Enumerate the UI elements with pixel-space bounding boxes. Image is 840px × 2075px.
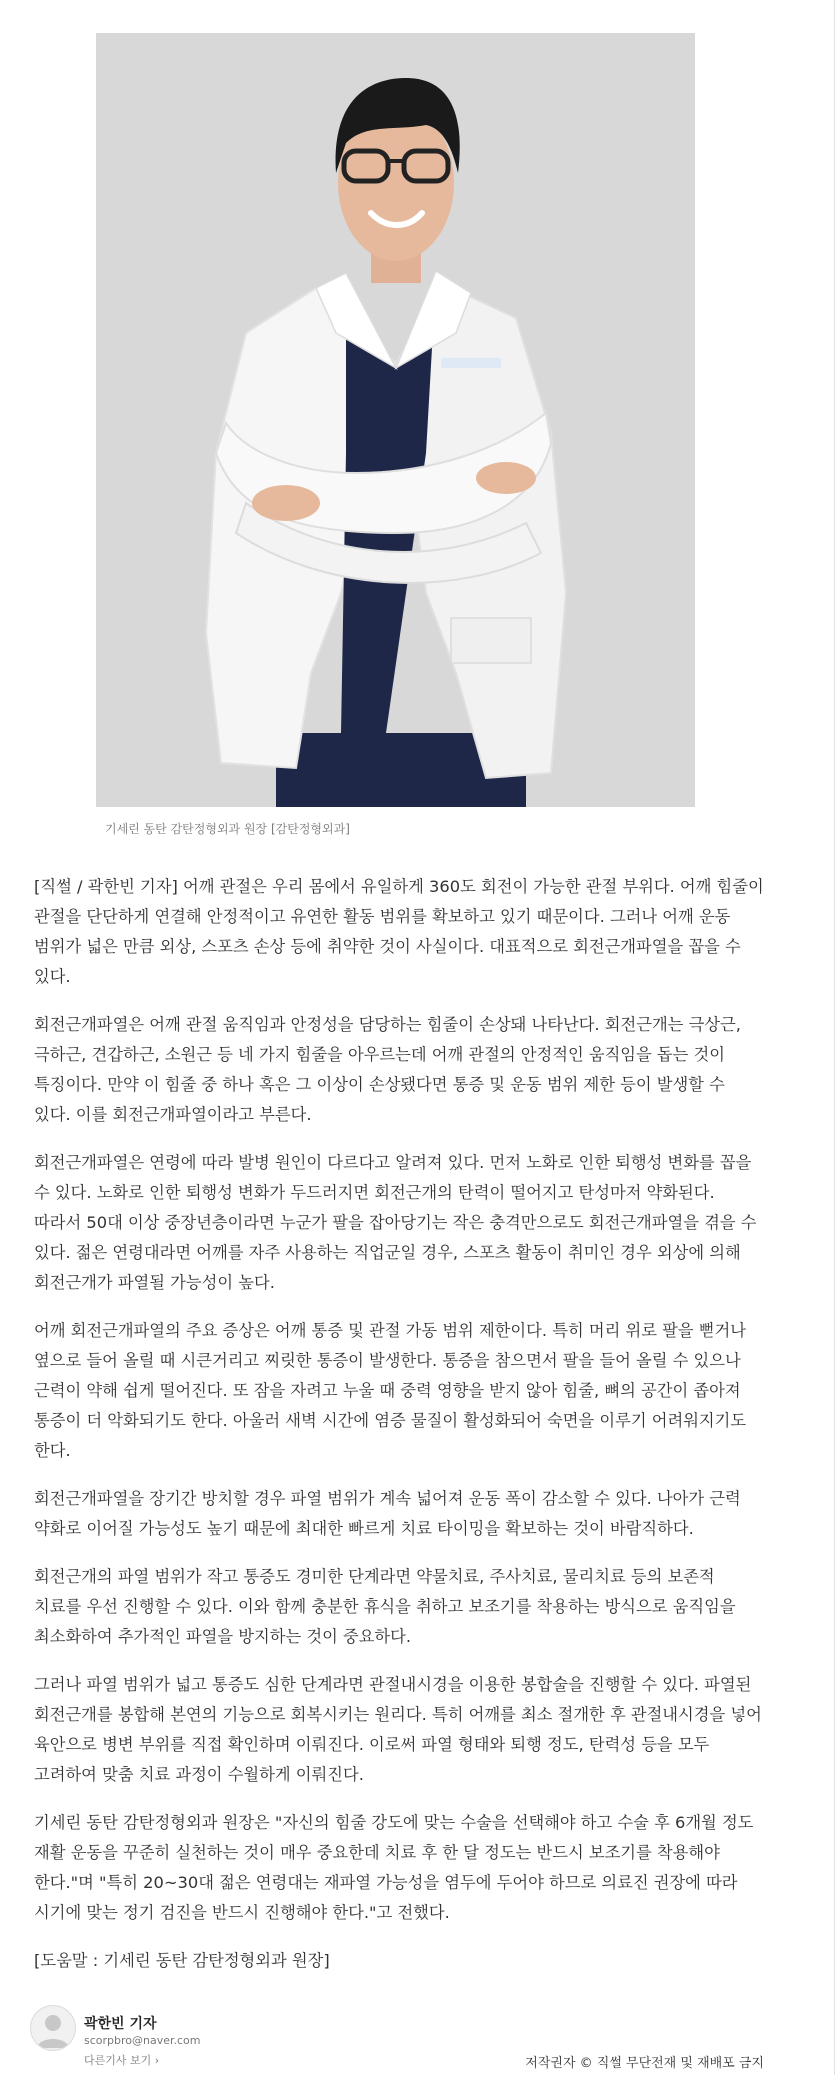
reporter-avatar[interactable] — [30, 2005, 76, 2051]
article-paragraph: [직썰 / 곽한빈 기자] 어깨 관절은 우리 몸에서 유일하게 360도 회전이 가능한 관절 부위다. 어깨 힘줄이 관절을 단단하게 연결해 안정적이고 유연한 활동 범위를 확보하고 있기 때문이다. 그러나 어깨 운동 범위가 넓은 만큼 외상, 스포츠 손상 등에 취약한 것이 사실이다. 대표적으로 회전근개파열을 꼽을 수 있다. — [34, 877, 764, 986]
article-paragraph: 회전근개파열은 어깨 관절 움직임과 안정성을 담당하는 힘줄이 손상돼 나타난다. 회전근개는 극상근, 극하근, 견갑하근, 소원근 등 네 가지 힘줄을 아우르는데 어깨 관절의 안정적인 움직임을 돕는 것이 특징이다. 만약 이 힘줄 중 하나 혹은 그 이상이 손상됐다면 통증 및 운동 범위 제한 등이 발생할 수 있다. 이를 회전근개파열이라고 부른다. — [34, 1015, 741, 1124]
person-silhouette-icon — [31, 2006, 75, 2050]
reporter-name[interactable]: 곽한빈 기자 — [84, 2016, 157, 2032]
article-body — [34, 872, 764, 1994]
article-paragraph: 회전근개파열은 연령에 따라 발병 원인이 다르다고 알려져 있다. 먼저 노화로 인한 퇴행성 변화를 꼽을 수 있다. 노화로 인한 퇴행성 변화가 두드러지면 회전근개의 탄력이 떨어지고 탄성마저 약화된다. 따라서 50대 이상 중장년층이라면 누군가 팔을 잡아당기는 작은 충격만으로도 회전근개파열을 겪을 수 있다. 젊은 연령대라면 어깨를 자주 사용하는 직업군일 경우, 스포츠 활동이 취미인 경우 외상에 의해 회전근개가 파열될 가능성이 높다. — [34, 1153, 757, 1292]
reporter-byline — [30, 2005, 766, 2070]
article-paragraph: 회전근개의 파열 범위가 작고 통증도 경미한 단계라면 약물치료, 주사치료, 물리치료 등의 보존적 치료를 우선 진행할 수 있다. 이와 함께 충분한 휴식을 취하고 보조기를 착용하는 방식으로 움직임을 최소화하여 추가적인 파열을 방지하는 것이 중요하다. — [34, 1567, 736, 1646]
help-note: [도움말 : 기세린 동탄 감탄정형외과 원장] — [34, 1951, 330, 1970]
reporter-email[interactable]: scorpbro@naver.com — [84, 2034, 201, 2047]
photo-caption: 기세린 동탄 감탄정형외과 원장 [감탄정형외과] — [105, 822, 350, 836]
page-border — [834, 0, 835, 2075]
article-paragraph: 그러나 파열 범위가 넓고 통증도 심한 단계라면 관절내시경을 이용한 봉합술을 진행할 수 있다. 파열된 회전근개를 봉합해 본연의 기능으로 회복시키는 원리다. 특히 어깨를 최소 절개한 후 관절내시경을 넣어 육안으로 병변 부위를 직접 확인하며 이뤄진다. 이로써 파열 형태와 퇴행 정도, 탄력성 등을 모두 고려하여 맞춤 치료 과정이 수월하게 이뤄진다. — [34, 1675, 762, 1784]
article-paragraph: 회전근개파열을 장기간 방치할 경우 파열 범위가 계속 넓어져 운동 폭이 감소할 수 있다. 나아가 근력 약화로 이어질 가능성도 높기 때문에 최대한 빠르게 치료 타이밍을 확보하는 것이 바람직하다. — [34, 1489, 741, 1538]
more-articles-link[interactable]: 다른기사 보기 › — [84, 2054, 160, 2067]
article-paragraph: 어깨 회전근개파열의 주요 증상은 어깨 통증 및 관절 가동 범위 제한이다. 특히 머리 위로 팔을 뻗거나 옆으로 들어 올릴 때 시큰거리고 찌릿한 통증이 발생한다. 통증을 참으면서 팔을 들어 올릴 수 있으나 근력이 약해 쉽게 떨어진다. 또 잠을 자려고 누울 때 중력 영향을 받지 않아 힘줄, 뼈의 공간이 좁아져 통증이 더 악화되기도 한다. 아울러 새벽 시간에 염증 물질이 활성화되어 숙면을 이루기 어려워지기도 한다. — [34, 1321, 747, 1460]
article-paragraph: 기세린 동탄 감탄정형외과 원장은 "자신의 힘줄 강도에 맞는 수술을 선택해야 하고 수술 후 6개월 정도 재활 운동을 꾸준히 실천하는 것이 매우 중요한데 치료 후 한 달 정도는 반드시 보조기를 착용해야 한다."며 "특히 20~30대 젊은 연령대는 재파열 가능성을 염두에 두어야 하므로 의료진 권장에 따라 시기에 맞는 정기 검진을 반드시 진행해야 한다."고 전했다. — [34, 1813, 754, 1922]
doctor-photo — [96, 33, 695, 807]
copyright-notice: 저작권자 © 직썰 무단전재 및 재배포 금지 — [525, 2056, 764, 2071]
